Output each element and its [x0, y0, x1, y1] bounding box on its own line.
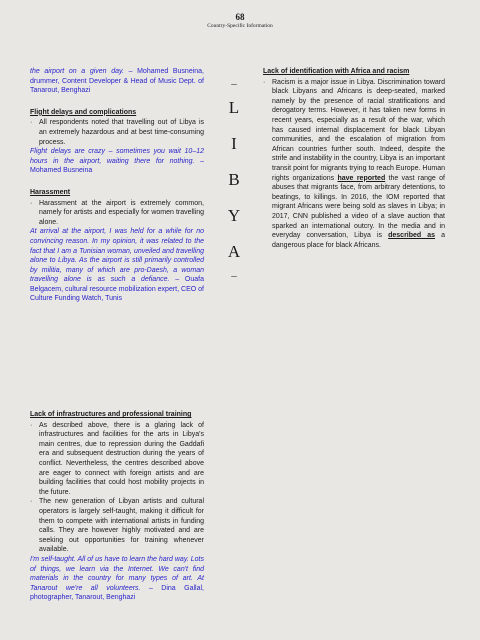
- page-header: [0, 12, 480, 29]
- left-column-top: [30, 67, 204, 304]
- infrastructure-heading: Lack of infrastructures and professional training: [30, 411, 192, 418]
- harassment-bullet: [30, 199, 204, 228]
- racism-text-3: a dangerous place for black Africans.: [272, 232, 446, 249]
- spine-letter: Y: [227, 206, 241, 225]
- racism-text-2: the vast range of abuses that migrants face, from arbitrary detentions, to beatings, to killings. In 2016, the IOM reported that migrant Africans were being sold as slaves in Libya; in 2017, CNN published a video of a slave auction that sparked an international outcry. In the media and in everyday conversation, Libya is: [272, 174, 445, 240]
- racism-bullet: [263, 78, 445, 251]
- racism-text-1: Racism is a major issue in Libya. Discrimination toward black Libyans and Africans is deep-seated, marked namely by the presence of racial stratifications and derogatory terms. However, it has taken new forms in recent years, especially as a result of the war, which has caused internal displacement for black Libyan communities, and the escalation of migration from African countries further south. Indeed, despite the strife and instability in the country, Libya is an important transit point for migrants trying to reach Europe. Human rights organizations: [272, 78, 445, 182]
- spine-letter: B: [228, 170, 240, 189]
- harassment-bullet-text: Harassment at the airport is extremely common, namely for artists and especially for women travelling alone.: [39, 199, 204, 226]
- infrastructure-bullet-1-text: As described above, there is a glaring lack of infrastructures and facilities for the arts in Libya's main centres, due to repression during the Gaddafi era and subsequent destruction during the years of conflict. Nevertheless, the centres described above are eager to connect with foreign artists and are building facilities that could host mobility projects in the future.: [39, 421, 204, 496]
- harassment-quote-paragraph: [30, 227, 204, 304]
- have-reported-link[interactable]: have reported: [337, 174, 386, 182]
- infrastructure-bullet-2-text: The new generation of Libyan artists and cultural operators is largely self-taught, making it difficult for them to compete with international artists in funding calls. They are however highly motivated and are seeking out opportunities for training whenever available.: [39, 498, 204, 554]
- right-column: [263, 67, 445, 250]
- infrastructure-quote: I'm self-taught. All of us have to learn the hard way. Lots of things, we learn via the Internet. We can't find materials in the country for many types of art. At Tanarout we're all volunteers.: [30, 555, 204, 592]
- bullet-marker: ·: [30, 199, 33, 207]
- spine-letter: L: [228, 98, 240, 117]
- harassment-quote: At arrival at the airport, I was held for a while for no convincing reason. In my opinion, it was related to the fact that I am a Tunisian woman, unveiled and travelling alone to Libya. As the airport is still primarily controlled by militia, many of which are pro-Daesh, a woman travelling alone is as such a defiance.: [30, 228, 204, 284]
- bullet-marker: ·: [30, 119, 33, 127]
- racism-heading: Lack of identification with Africa and racism: [263, 68, 410, 75]
- infrastructure-quote-paragraph: [30, 555, 204, 603]
- infrastructure-bullet-1: [30, 421, 204, 498]
- intro-attribution: – Mohamed Busneina, drummer, Content Developer & Head of Music Dept. of Tanarout, Benghazi: [30, 68, 205, 95]
- flight-attribution: – Mohamed Busneina: [30, 157, 204, 175]
- page-number: 68: [235, 12, 245, 22]
- flight-quote: Flight delays are crazy – sometimes you wait 10–12 hours in the airport, waiting there for nothing.: [30, 148, 204, 165]
- infrastructure-attribution: – Dina Gallal, photographer, Tanarout, Benghazi: [30, 584, 204, 602]
- intro-quote: the airport on a given day.: [30, 68, 124, 75]
- spine-bottom-dash: –: [231, 270, 237, 282]
- flight-quote-paragraph: [30, 147, 204, 176]
- harassment-heading: Harassment: [30, 188, 71, 196]
- spine-letter: A: [227, 242, 241, 261]
- flight-bullet: [30, 118, 204, 147]
- spine-letter: I: [231, 134, 237, 153]
- bullet-marker: ·: [263, 78, 266, 86]
- infrastructure-bullet-2: [30, 497, 204, 555]
- bullet-marker: ·: [30, 498, 33, 506]
- spine-top-dash: –: [231, 78, 237, 90]
- left-column-bottom: [30, 410, 204, 603]
- flight-heading: Flight delays and complications: [30, 108, 137, 116]
- harassment-attribution: – Ouafa Belgacem, cultural resource mobilization expert, CEO of Culture Funding Watch, Tunis: [30, 276, 204, 303]
- described-as-link[interactable]: described as: [388, 232, 436, 240]
- running-head: Country-Specific Information: [207, 23, 273, 29]
- intro-quote-paragraph: [30, 67, 204, 96]
- flight-bullet-text: All respondents noted that travelling out of Libya is an extremely hazardous and at best time-consuming process.: [39, 119, 204, 146]
- bullet-marker: ·: [30, 421, 33, 429]
- country-spine-title: [222, 78, 246, 282]
